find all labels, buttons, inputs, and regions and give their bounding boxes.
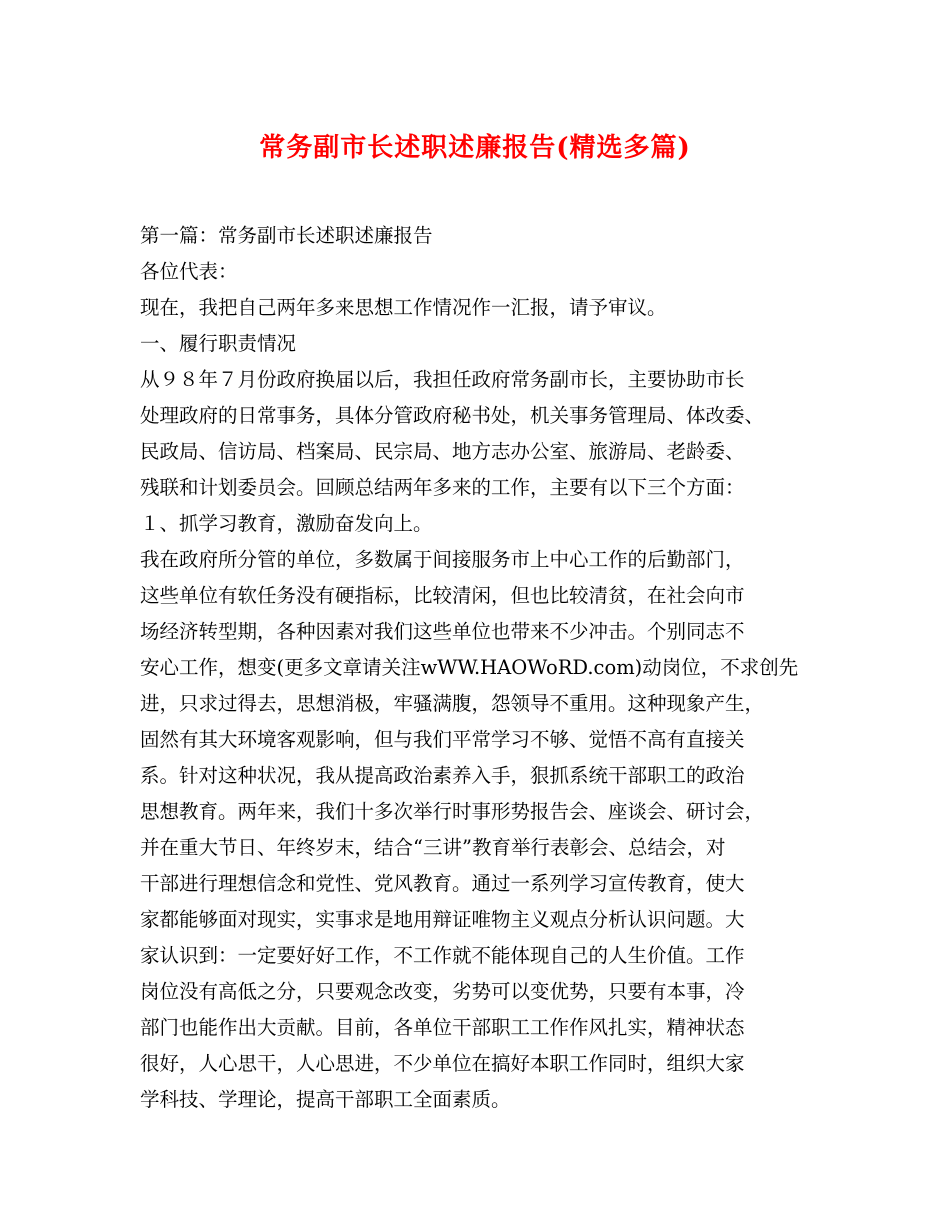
text-line: 很好，人心思干，人心思进，不少单位在搞好本职工作同时，组织大家 <box>140 1052 745 1075</box>
text-line: 系。针对这种状况，我从提高政治素养入手，狠抓系统干部职工的政治 <box>140 764 745 787</box>
text-line: 并在重大节日、年终岁末，结合“三讲”教育举行表彰会、总结会，对 <box>140 836 726 859</box>
text-line: 部门也能作出大贡献。目前，各单位干部职工工作作风扎实，精神状态 <box>140 1016 745 1039</box>
text-line: 这些单位有软任务没有硬指标，比较清闲，但也比较清贫，在社会向市 <box>140 584 745 607</box>
text-line: 干部进行理想信念和党性、党风教育。通过一系列学习宣传教育，使大 <box>140 872 745 895</box>
text-line: 残联和计划委员会。回顾总结两年多来的工作，主要有以下三个方面： <box>140 476 745 499</box>
text-line: 家认识到：一定要好好工作，不工作就不能体现自己的人生价值。工作 <box>140 944 745 967</box>
text-line: 处理政府的日常事务，具体分管政府秘书处，机关事务管理局、体改委、 <box>140 404 765 427</box>
document-title: 常务副市长述职述廉报告(精选多篇) <box>259 133 691 163</box>
text-line: 学科技、学理论，提高干部职工全面素质。 <box>140 1088 511 1111</box>
text-line: 现在，我把自己两年多来思想工作情况作一汇报，请予审议。 <box>140 296 667 319</box>
text-line: 民政局、信访局、档案局、民宗局、地方志办公室、旅游局、老龄委、 <box>140 440 745 463</box>
text-line: 进，只求过得去，思想消极，牢骚满腹，怨领导不重用。这种现象产生， <box>140 692 765 715</box>
text-line: 各位代表： <box>140 260 238 283</box>
text-line: 固然有其大环境客观影响，但与我们平常学习不够、觉悟不高有直接关 <box>140 728 745 751</box>
text-line: １、抓学习教育，激励奋发向上。 <box>140 512 433 535</box>
text-line: 从９８年７月份政府换届以后，我担任政府常务副市长，主要协助市长 <box>140 368 745 391</box>
text-line: 一、履行职责情况 <box>140 332 297 355</box>
text-line: 家都能够面对现实，实事求是地用辩证唯物主义观点分析认识问题。大 <box>140 908 745 931</box>
text-line: 我在政府所分管的单位，多数属于间接服务市上中心工作的后勤部门， <box>140 548 745 571</box>
text-line: 安心工作，想变(更多文章请关注wWW.HAOWoRD.com)动岗位，不求创先 <box>140 656 799 679</box>
text-line: 场经济转型期，各种因素对我们这些单位也带来不少冲击。个别同志不 <box>140 620 745 643</box>
text-line: 第一篇：常务副市长述职述廉报告 <box>140 224 433 247</box>
document-body <box>140 218 840 1118</box>
text-line: 岗位没有高低之分，只要观念改变，劣势可以变优势，只要有本事，冷 <box>140 980 745 1003</box>
text-line: 思想教育。两年来，我们十多次举行时事形势报告会、座谈会、研讨会， <box>140 800 765 823</box>
